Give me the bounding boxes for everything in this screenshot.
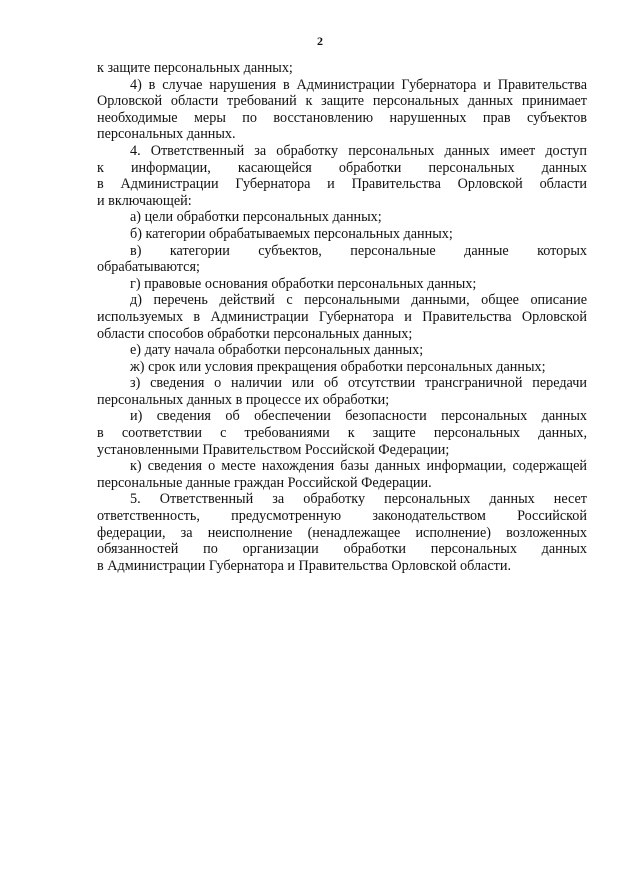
- text-line: 4) в случае нарушения в Администрации Губернатора и Правительства: [130, 76, 587, 93]
- text-line: ответственность, предусмотренную законодательством Российской: [97, 508, 587, 525]
- text-line: 4. Ответственный за обработку персональных данных имеет доступ: [130, 142, 587, 159]
- text-line: к защите персональных данных;: [97, 60, 293, 76]
- text-line: а) цели обработки персональных данных;: [130, 209, 382, 226]
- paragraph-continuation: [97, 60, 587, 77]
- text-line: Орловской области требований к защите персональных данных принимает: [97, 93, 587, 110]
- list-item-e: [97, 342, 587, 359]
- text-line: в Администрации Губернатора и Правительства Орловской области: [97, 176, 587, 193]
- page-number: 2: [317, 34, 323, 48]
- list-item-k: [97, 458, 587, 491]
- paragraph-item-4-measures: [97, 77, 587, 143]
- list-item-v: [97, 243, 587, 276]
- text-line: персональные данные граждан Российской Федерации.: [97, 474, 432, 491]
- list-item-z: [97, 375, 587, 408]
- text-line: б) категории обрабатываемых персональных данных;: [130, 225, 453, 242]
- text-line: и включающей:: [97, 192, 192, 209]
- text-line: в Администрации Губернатора и Правительства Орловской области.: [97, 557, 511, 574]
- list-item-i: [97, 408, 587, 458]
- text-line: необходимые меры по восстановлению нарушенных прав субъектов: [97, 109, 587, 126]
- text-line: г) правовые основания обработки персональных данных;: [130, 275, 477, 292]
- list-item-zh: [97, 359, 587, 376]
- text-line: е) дату начала обработки персональных данных;: [130, 342, 424, 359]
- list-item-d: [97, 292, 587, 342]
- text-line: и) сведения об обеспечении безопасности персональных данных: [130, 408, 587, 425]
- text-line: обрабатываются;: [97, 259, 200, 276]
- text-line: ж) срок или условия прекращения обработки персональных данных;: [130, 358, 546, 375]
- text-line: персональных данных в процессе их обработки;: [97, 391, 390, 408]
- text-line: используемых в Администрации Губернатора и Правительства Орловской: [97, 308, 587, 325]
- text-line: д) перечень действий с персональными данными, общее описание: [130, 292, 587, 309]
- paragraph-section-5: [97, 491, 587, 574]
- text-line: в соответствии с требованиями к защите персональных данных,: [97, 425, 587, 442]
- text-line: в) категории субъектов, персональные данные которых: [130, 242, 587, 259]
- paragraph-section-4: [97, 143, 587, 209]
- text-line: установленными Правительством Российской Федерации;: [97, 441, 450, 458]
- text-line: обязанностей по организации обработки персональных данных: [97, 541, 587, 558]
- text-line: федерации, за неисполнение (ненадлежащее исполнение) возложенных: [97, 524, 587, 541]
- list-item-g: [97, 276, 587, 293]
- list-item-b: [97, 226, 587, 243]
- text-line: з) сведения о наличии или об отсутствии трансграничной передачи: [130, 375, 587, 392]
- text-line: персональных данных.: [97, 126, 236, 143]
- text-line: области способов обработки персональных данных;: [97, 325, 413, 342]
- text-line: к) сведения о месте нахождения базы данных информации, содержащей: [130, 458, 587, 475]
- document-body: [97, 60, 587, 574]
- list-item-a: [97, 209, 587, 226]
- text-line: 5. Ответственный за обработку персональных данных несет: [130, 491, 587, 508]
- text-line: к информации, касающейся обработки персональных данных: [97, 159, 587, 176]
